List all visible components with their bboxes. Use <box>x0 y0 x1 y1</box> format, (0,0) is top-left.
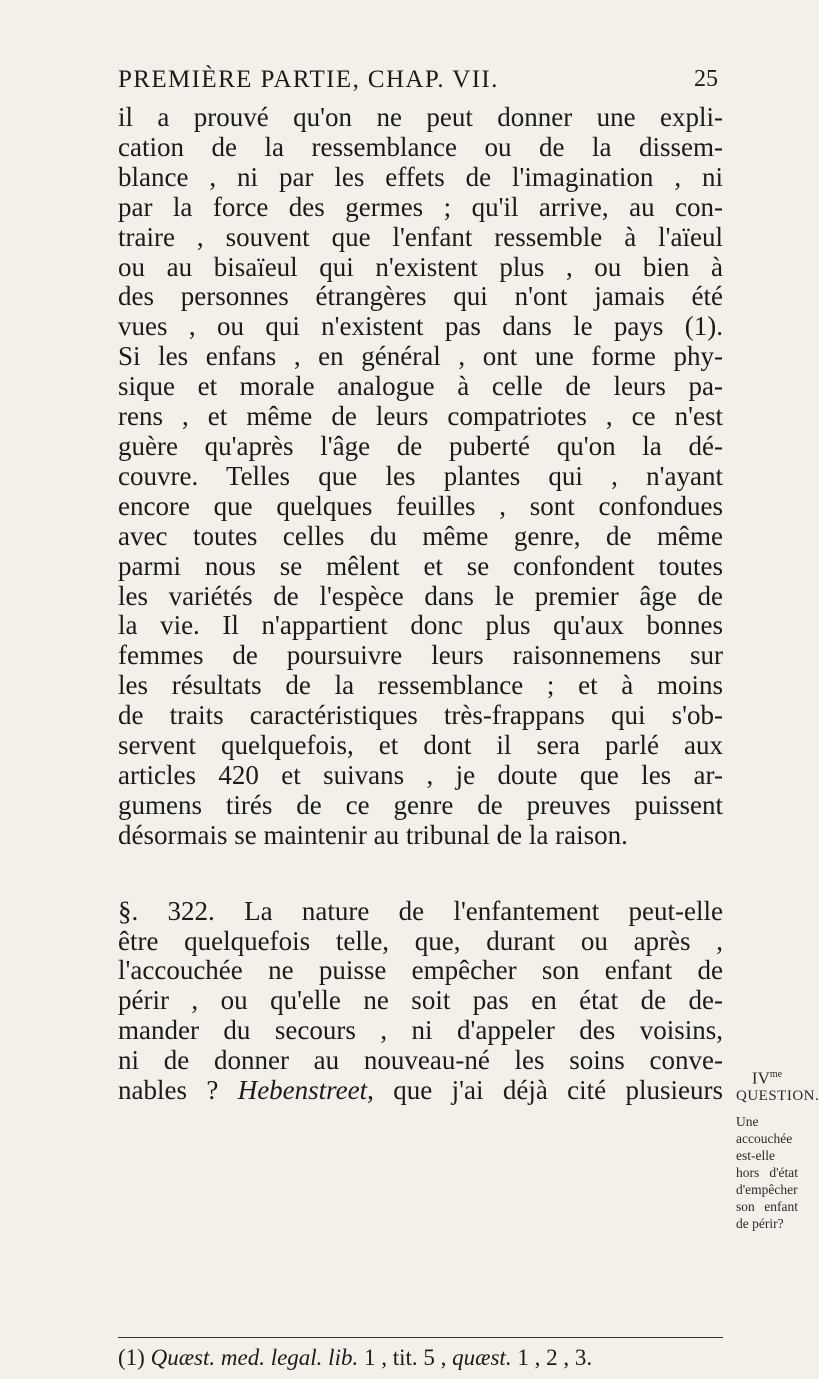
text-segment: , que j'ai déjà cité plusieurs <box>367 1075 723 1106</box>
text-line: parmi nous se mêlent et se confondent toutes <box>118 550 723 581</box>
text-line: Si les enfans , en général , ont une forme phy- <box>118 341 723 372</box>
text-segment: nables ? <box>118 1075 238 1106</box>
text-line: la vie. Il n'appartient donc plus qu'aux bonnes <box>118 610 723 641</box>
footnote <box>118 1345 723 1371</box>
text-line: femmes de poursuivre leurs raisonnemens sur <box>118 640 723 671</box>
text-line: l'accouchée ne puisse empêcher son enfant de <box>118 955 723 986</box>
text-line: sique et morale analogue à celle de leurs pa- <box>118 371 723 402</box>
footnote-nums: 1 , 2 , 3. <box>517 1345 593 1370</box>
text-line: périr , ou qu'elle ne soit pas en état de de- <box>118 985 723 1016</box>
paragraph-resemblance <box>118 103 723 851</box>
text-line: être quelquefois telle, que, durant ou après , <box>118 925 723 956</box>
text-line: blance , ni par les effets de l'imagination , ni <box>118 161 723 192</box>
question-numeral: $IV^{me}$ <box>751 1068 783 1088</box>
footnote-rule <box>118 1337 723 1338</box>
text-line: par la force des germes ; qu'il arrive, au con- <box>118 191 723 222</box>
text-line: ou au bisaïeul qui n'existent plus , ou bien à <box>118 251 723 282</box>
text-line: §. 322. La nature de l'enfantement peut-elle <box>118 895 723 926</box>
text-line: il a prouvé qu'on ne peut donner une expli- <box>118 102 723 132</box>
paragraph-section-322 <box>118 897 723 1106</box>
footnote-rest: 1 , tit. 5 , <box>363 1345 447 1370</box>
question-description: Une accouchée est-elle hors d'état d'empêcher son enfant de périr? <box>736 1113 798 1231</box>
footnote-marker: (1) <box>118 1345 145 1370</box>
text-line: traire , souvent que l'enfant ressemble à l'aïeul <box>118 221 723 252</box>
text-line: rens , et même de leurs compatriotes , ce n'est <box>118 401 723 432</box>
running-title: PREMIÈRE PARTIE, CHAP. VII. <box>118 66 499 93</box>
text-line: articles 420 et suivans , je doute que les ar- <box>118 759 723 790</box>
running-header <box>118 66 718 96</box>
text-line: de traits caractéristiques très-frappans qui s'ob- <box>118 700 723 731</box>
text-line: gumens tirés de ce genre de preuves puissent <box>118 789 723 820</box>
question-label: QUESTION. <box>736 1087 819 1104</box>
footnote-citation: Quæst. med. legal. lib. <box>150 1345 359 1370</box>
page-number: 25 <box>694 66 718 92</box>
text-line: ni de donner au nouveau-né les soins conve- <box>118 1045 723 1076</box>
text-line: des personnes étrangères qui n'ont jamais été <box>118 281 723 312</box>
margin-note <box>736 1066 819 1232</box>
author-name: Hebenstreet <box>237 1075 368 1106</box>
footnote-quaest: quæst. <box>452 1345 512 1370</box>
text-line: cation de la ressemblance ou de la dissem- <box>118 131 723 162</box>
text-line: les variétés de l'espèce dans le premier âge de <box>118 580 723 611</box>
text-line <box>118 1076 723 1106</box>
text-line: avec toutes celles du même genre, de même <box>118 520 723 551</box>
text-line: vues , ou qui n'existent pas dans le pays (1). <box>118 311 723 342</box>
text-line: mander du secours , ni d'appeler des voisins, <box>118 1015 723 1046</box>
main-text <box>118 103 723 1106</box>
text-line: désormais se maintenir au tribunal de la raison. <box>118 819 628 850</box>
text-line: guère qu'après l'âge de puberté qu'on la dé- <box>118 430 723 461</box>
text-line: encore que quelques feuilles , sont confondues <box>118 490 723 521</box>
text-line: les résultats de la ressemblance ; et à moins <box>118 670 723 701</box>
text-line: couvre. Telles que les plantes qui , n'ayant <box>118 460 723 491</box>
text-line: servent quelquefois, et dont il sera parlé aux <box>118 730 723 761</box>
